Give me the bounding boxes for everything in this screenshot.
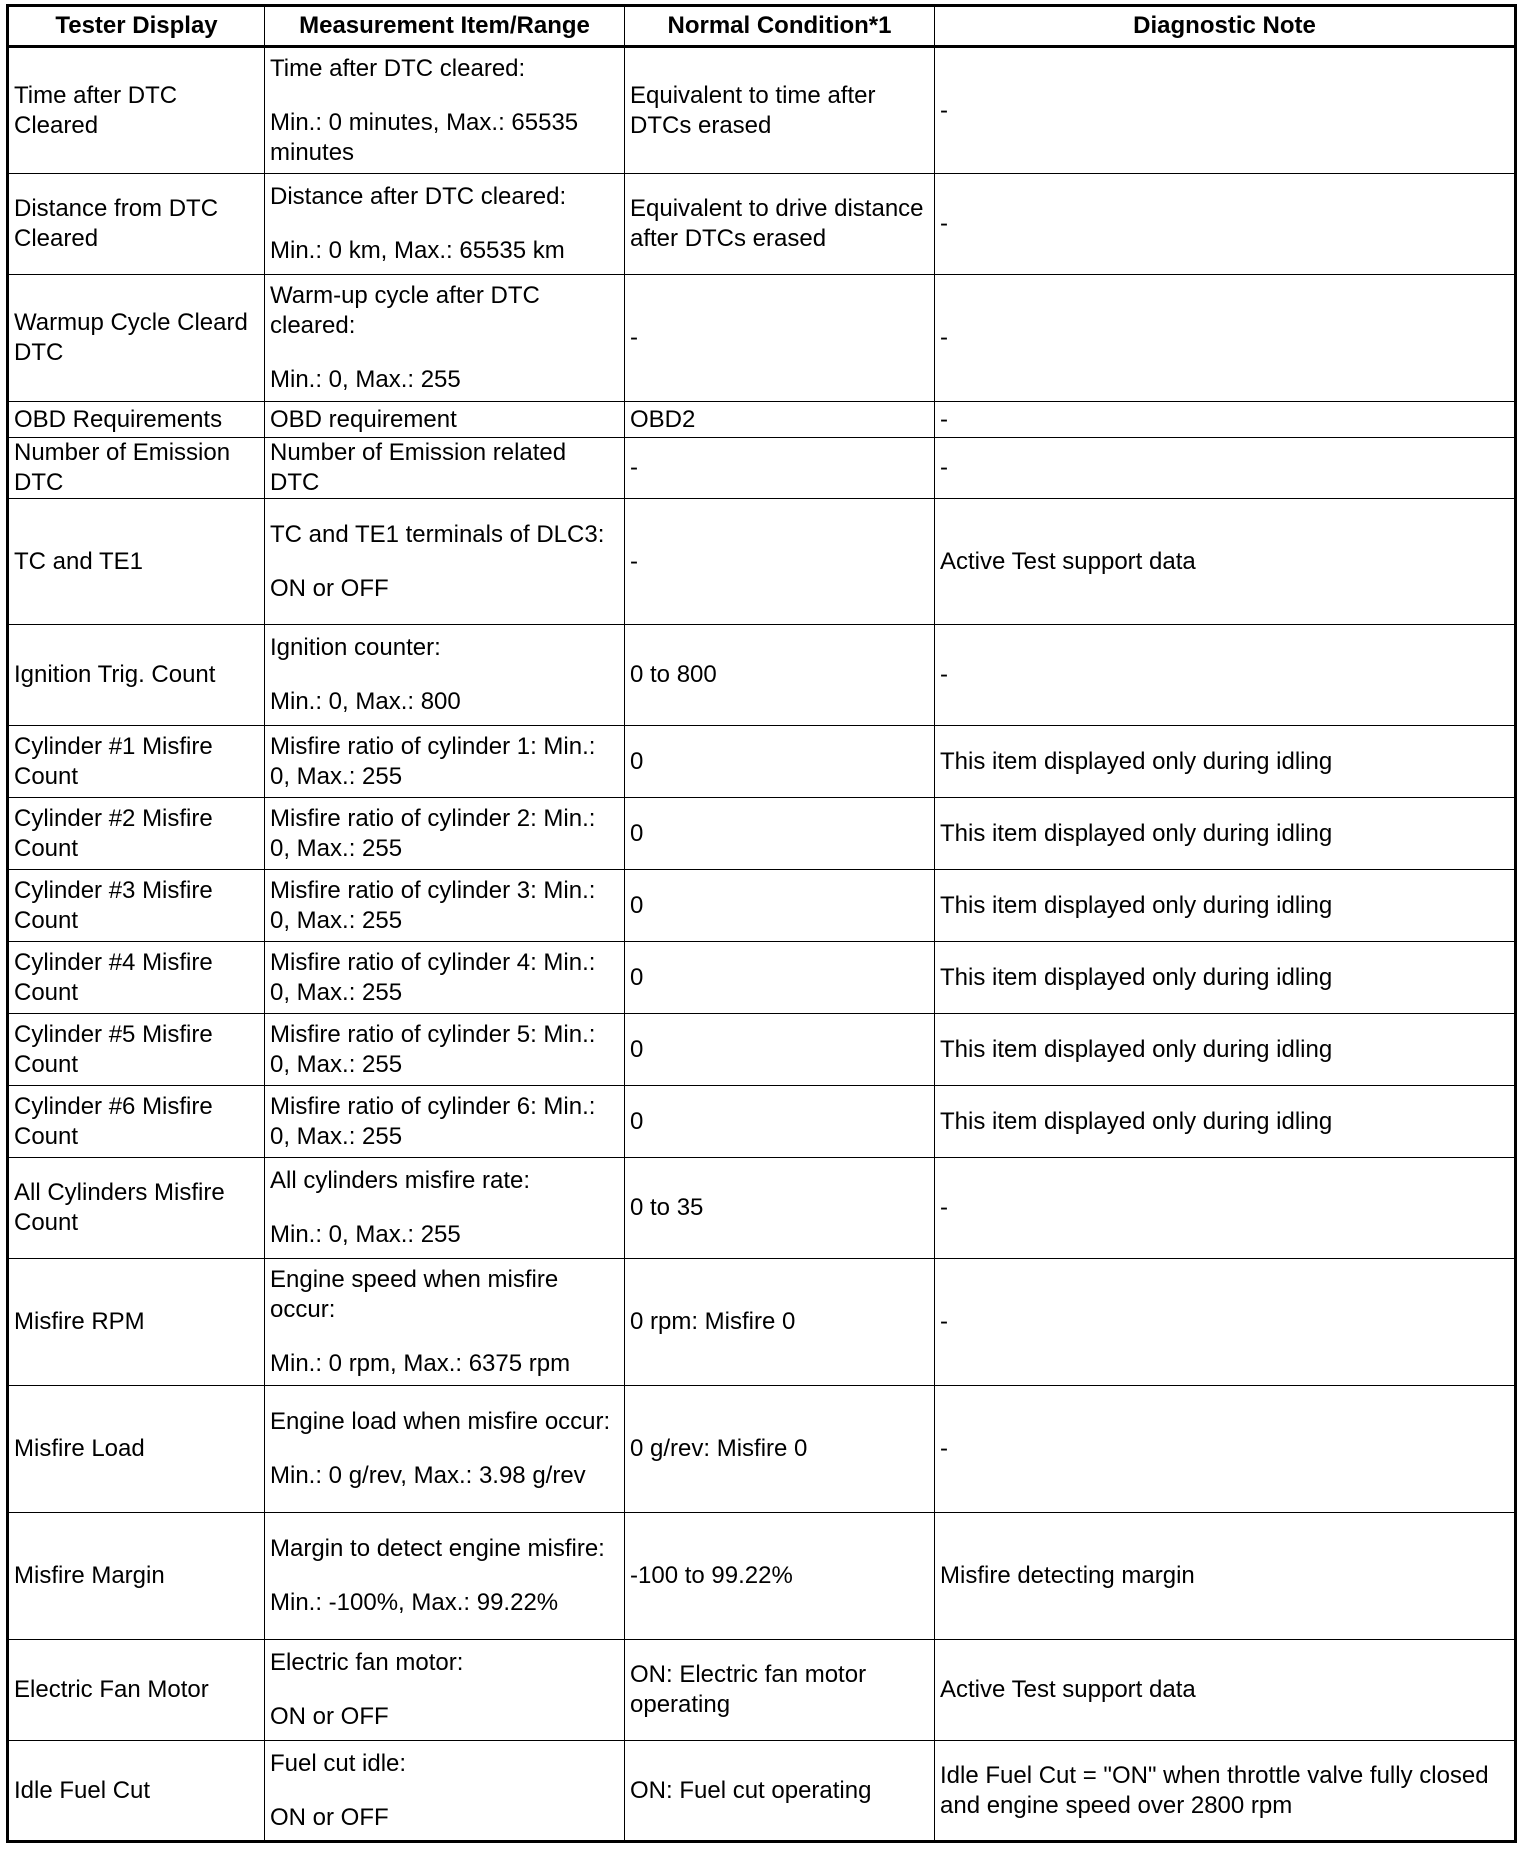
normal-condition-cell: 0 (625, 1086, 935, 1158)
diagnostic-note-cell: Misfire detecting margin (935, 1513, 1516, 1640)
table-row (8, 499, 1516, 625)
normal-condition-cell: - (625, 499, 935, 625)
tester-display-cell: Distance from DTC Cleared (8, 174, 265, 275)
measurement-text: Margin to detect engine misfire: (270, 1535, 605, 1562)
measurement-text: Min.: 0 km, Max.: 65535 km (270, 237, 565, 264)
measurement-text: Misfire ratio of cylinder 3: Min.: 0, Max.: 255 (270, 876, 596, 934)
normal-condition-cell: Equivalent to time after DTCs erased (625, 47, 935, 174)
table-row (8, 870, 1516, 942)
tester-display-cell: Number of Emission DTC (8, 438, 265, 499)
tester-display-cell: All Cylinders Misfire Count (8, 1158, 265, 1259)
table-row (8, 1014, 1516, 1086)
normal-condition-cell: 0 (625, 870, 935, 942)
diagnostic-note-cell: Idle Fuel Cut = "ON" when throttle valve fully closed and engine speed over 2800 rpm (935, 1741, 1516, 1842)
measurement-text: Min.: 0, Max.: 800 (270, 688, 461, 715)
table-row (8, 275, 1516, 402)
tester-display-cell: TC and TE1 (8, 499, 265, 625)
table-row (8, 1158, 1516, 1259)
diagnostic-note-cell: - (935, 1259, 1516, 1386)
measurement-text: Min.: 0, Max.: 255 (270, 1221, 461, 1248)
measurement-item-cell (265, 275, 625, 402)
table-row (8, 625, 1516, 726)
tester-display-cell: Electric Fan Motor (8, 1640, 265, 1741)
table-body (8, 47, 1516, 1842)
table-row (8, 402, 1516, 438)
measurement-item-cell (265, 1386, 625, 1513)
tester-display-cell: Misfire Margin (8, 1513, 265, 1640)
measurement-text: Min.: 0, Max.: 255 (270, 366, 461, 393)
tester-display-cell: OBD Requirements (8, 402, 265, 438)
measurement-text: Misfire ratio of cylinder 2: Min.: 0, Max.: 255 (270, 804, 596, 862)
measurement-text: Time after DTC cleared: (270, 54, 526, 82)
measurement-item-cell (265, 438, 625, 499)
diagnostic-note-cell: - (935, 1158, 1516, 1259)
tester-display-cell: Ignition Trig. Count (8, 625, 265, 726)
normal-condition-cell: ON: Fuel cut operating (625, 1741, 935, 1842)
measurement-text: ON or OFF (270, 574, 389, 602)
normal-condition-cell: 0 g/rev: Misfire 0 (625, 1386, 935, 1513)
header-diagnostic-note: Diagnostic Note (935, 6, 1516, 47)
table-row (8, 174, 1516, 275)
normal-condition-cell: ON: Electric fan motor operating (625, 1640, 935, 1741)
measurement-text: Electric fan motor: (270, 1649, 464, 1676)
measurement-item-cell (265, 1086, 625, 1158)
measurement-text: Engine speed when misfire occur: (270, 1266, 559, 1323)
diagnostic-note-cell: - (935, 1386, 1516, 1513)
tester-display-cell: Cylinder #5 Misfire Count (8, 1014, 265, 1086)
header-measurement-item: Measurement Item/Range (265, 6, 625, 47)
measurement-item-cell (265, 47, 625, 174)
normal-condition-cell: -100 to 99.22% (625, 1513, 935, 1640)
tester-display-cell: Cylinder #3 Misfire Count (8, 870, 265, 942)
normal-condition-cell: 0 to 35 (625, 1158, 935, 1259)
measurement-item-cell (265, 1640, 625, 1741)
measurement-text: All cylinders misfire rate: (270, 1167, 531, 1194)
table-row (8, 1259, 1516, 1386)
diagnostic-note-cell: This item displayed only during idling (935, 1086, 1516, 1158)
diagnostic-note-cell: - (935, 438, 1516, 499)
measurement-item-cell (265, 1741, 625, 1842)
measurement-item-cell (265, 1158, 625, 1259)
table-row (8, 1086, 1516, 1158)
tester-display-cell: Cylinder #1 Misfire Count (8, 726, 265, 798)
diagnostic-note-cell: This item displayed only during idling (935, 726, 1516, 798)
normal-condition-cell: OBD2 (625, 402, 935, 438)
diagnostic-note-cell: This item displayed only during idling (935, 798, 1516, 870)
normal-condition-cell: Equivalent to drive distance after DTCs erased (625, 174, 935, 275)
measurement-text: Misfire ratio of cylinder 1: Min.: 0, Max.: 255 (270, 732, 596, 790)
normal-condition-cell: 0 (625, 726, 935, 798)
measurement-item-cell (265, 625, 625, 726)
tester-display-cell: Cylinder #2 Misfire Count (8, 798, 265, 870)
measurement-text: Misfire ratio of cylinder 5: Min.: 0, Max.: 255 (270, 1020, 596, 1078)
diagnostic-note-cell: This item displayed only during idling (935, 870, 1516, 942)
table-row (8, 726, 1516, 798)
measurement-text: Min.: 0 g/rev, Max.: 3.98 g/rev (270, 1462, 586, 1489)
table-row (8, 942, 1516, 1014)
header-tester-display: Tester Display (8, 6, 265, 47)
table-row (8, 438, 1516, 499)
measurement-text: ON or OFF (270, 1703, 389, 1730)
measurement-item-cell (265, 174, 625, 275)
measurement-text: Distance after DTC cleared: (270, 183, 567, 210)
tester-display-cell: Misfire RPM (8, 1259, 265, 1386)
table-row (8, 1386, 1516, 1513)
measurement-item-cell (265, 1259, 625, 1386)
table-row (8, 1513, 1516, 1640)
normal-condition-cell: - (625, 438, 935, 499)
normal-condition-cell: 0 (625, 942, 935, 1014)
normal-condition-cell: - (625, 275, 935, 402)
measurement-item-cell (265, 870, 625, 942)
header-normal-condition: Normal Condition*1 (625, 6, 935, 47)
diagnostic-note-cell: This item displayed only during idling (935, 1014, 1516, 1086)
measurement-text: Min.: -100%, Max.: 99.22% (270, 1589, 559, 1616)
diagnostic-note-cell: - (935, 174, 1516, 275)
diagnostic-note-cell: - (935, 625, 1516, 726)
tester-display-cell: Cylinder #4 Misfire Count (8, 942, 265, 1014)
diagnostic-note-cell: This item displayed only during idling (935, 942, 1516, 1014)
measurement-text: Min.: 0 minutes, Max.: 65535 minutes (270, 108, 579, 166)
diagnostic-note-cell: Active Test support data (935, 499, 1516, 625)
measurement-item-cell (265, 499, 625, 625)
data-list-table (6, 4, 1517, 1843)
measurement-text: Warm-up cycle after DTC cleared: (270, 282, 540, 339)
measurement-text: Misfire ratio of cylinder 6: Min.: 0, Max.: 255 (270, 1092, 596, 1150)
normal-condition-cell: 0 (625, 798, 935, 870)
measurement-text: Min.: 0 rpm, Max.: 6375 rpm (270, 1350, 571, 1377)
measurement-text: OBD requirement (270, 405, 457, 433)
normal-condition-cell: 0 to 800 (625, 625, 935, 726)
measurement-text: TC and TE1 terminals of DLC3: (270, 520, 605, 548)
measurement-item-cell (265, 1513, 625, 1640)
measurement-text: Misfire ratio of cylinder 4: Min.: 0, Max.: 255 (270, 948, 596, 1006)
diagnostic-note-cell: - (935, 275, 1516, 402)
tester-display-cell: Misfire Load (8, 1386, 265, 1513)
diagnostic-note-cell: Active Test support data (935, 1640, 1516, 1741)
measurement-text: Ignition counter: (270, 634, 441, 661)
table-row (8, 1640, 1516, 1741)
diagnostic-note-cell: - (935, 47, 1516, 174)
tester-display-cell: Idle Fuel Cut (8, 1741, 265, 1842)
measurement-item-cell (265, 402, 625, 438)
tester-display-cell: Cylinder #6 Misfire Count (8, 1086, 265, 1158)
normal-condition-cell: 0 rpm: Misfire 0 (625, 1259, 935, 1386)
measurement-item-cell (265, 726, 625, 798)
measurement-text: Engine load when misfire occur: (270, 1408, 611, 1435)
header-row (8, 6, 1516, 47)
tester-display-cell: Warmup Cycle Cleard DTC (8, 275, 265, 402)
measurement-text: Fuel cut idle: (270, 1749, 407, 1777)
table-row (8, 47, 1516, 174)
measurement-text: ON or OFF (270, 1803, 389, 1831)
measurement-item-cell (265, 798, 625, 870)
normal-condition-cell: 0 (625, 1014, 935, 1086)
measurement-item-cell (265, 1014, 625, 1086)
tester-display-cell: Time after DTC Cleared (8, 47, 265, 174)
measurement-text: Number of Emission related DTC (270, 439, 567, 496)
diagnostic-note-cell: - (935, 402, 1516, 438)
table-row (8, 1741, 1516, 1842)
measurement-item-cell (265, 942, 625, 1014)
table-row (8, 798, 1516, 870)
